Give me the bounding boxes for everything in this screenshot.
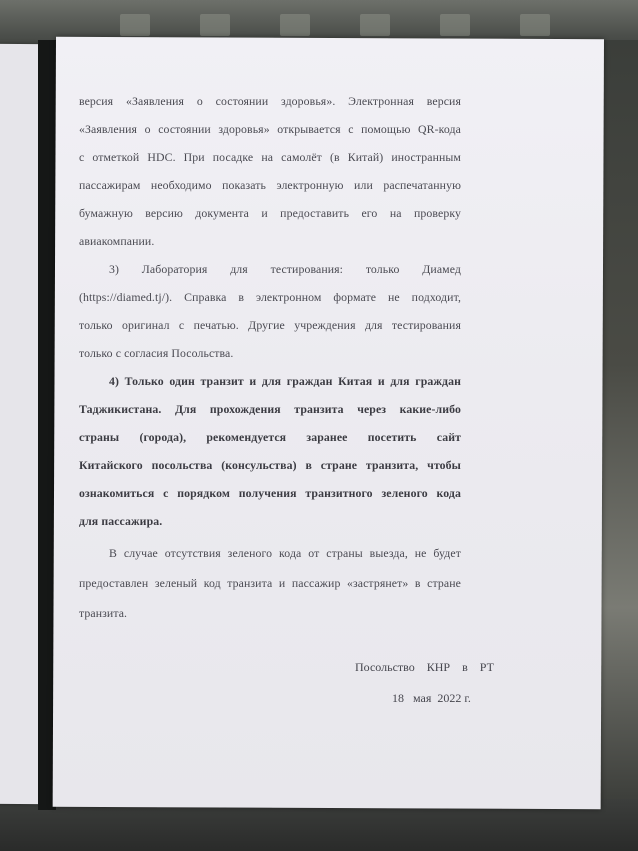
text-line: В случае отсутствия зеленого кода от страны выезда, не будет: [109, 546, 461, 560]
text-line: Таджикистана. Для прохождения транзита через какие-либо: [79, 402, 461, 416]
text-line: транзита.: [79, 606, 128, 620]
text-line: с отметкой HDC. При посадке на самолёт (в Китай) иностранным: [79, 150, 461, 164]
text-line: бумажную версию документа и предоставить его на проверку: [79, 206, 461, 220]
text-line: предоставлен зеленый код транзита и пассажир «застрянет» в стране: [79, 576, 461, 590]
text-line: авиакомпании.: [79, 234, 155, 248]
signature-date: 18 мая 2022 г.: [392, 691, 471, 705]
text-line: страны (города), рекомендуется заранее посетить сайт: [79, 430, 461, 444]
text-line: только оригинал с печатью. Другие учреждения для тестирования: [79, 318, 461, 332]
text-line: для пассажира.: [79, 514, 163, 528]
item-4-line: 4) Только один транзит и для граждан Китая и для граждан: [109, 374, 461, 388]
building-window: [440, 14, 470, 36]
signature-organization: Посольство КНР в РТ: [355, 660, 494, 674]
text-line: «Заявления о состоянии здоровья» открывается с помощью QR-кода: [79, 122, 461, 136]
text-line: Китайского посольства (консульства) в стране транзита, чтобы: [79, 458, 461, 472]
text-line: версия «Заявления о состоянии здоровья». Электронная версия: [79, 94, 461, 108]
building-window: [120, 14, 150, 36]
building-window: [200, 14, 230, 36]
building-window: [280, 14, 310, 36]
text-line: (https://diamed.tj/). Справка в электронном формате не подходит,: [79, 290, 461, 304]
item-3-line: 3) Лаборатория для тестирования: только Диамед: [109, 262, 461, 276]
text-line: пассажирам необходимо показать электронную или распечатанную: [79, 178, 461, 192]
text-line: только с согласия Посольства.: [79, 346, 234, 360]
text-line: ознакомиться с порядком получения транзитного зеленого кода: [79, 486, 461, 500]
adjacent-paper-sheet: [0, 44, 38, 804]
building-window: [520, 14, 550, 36]
building-window: [360, 14, 390, 36]
